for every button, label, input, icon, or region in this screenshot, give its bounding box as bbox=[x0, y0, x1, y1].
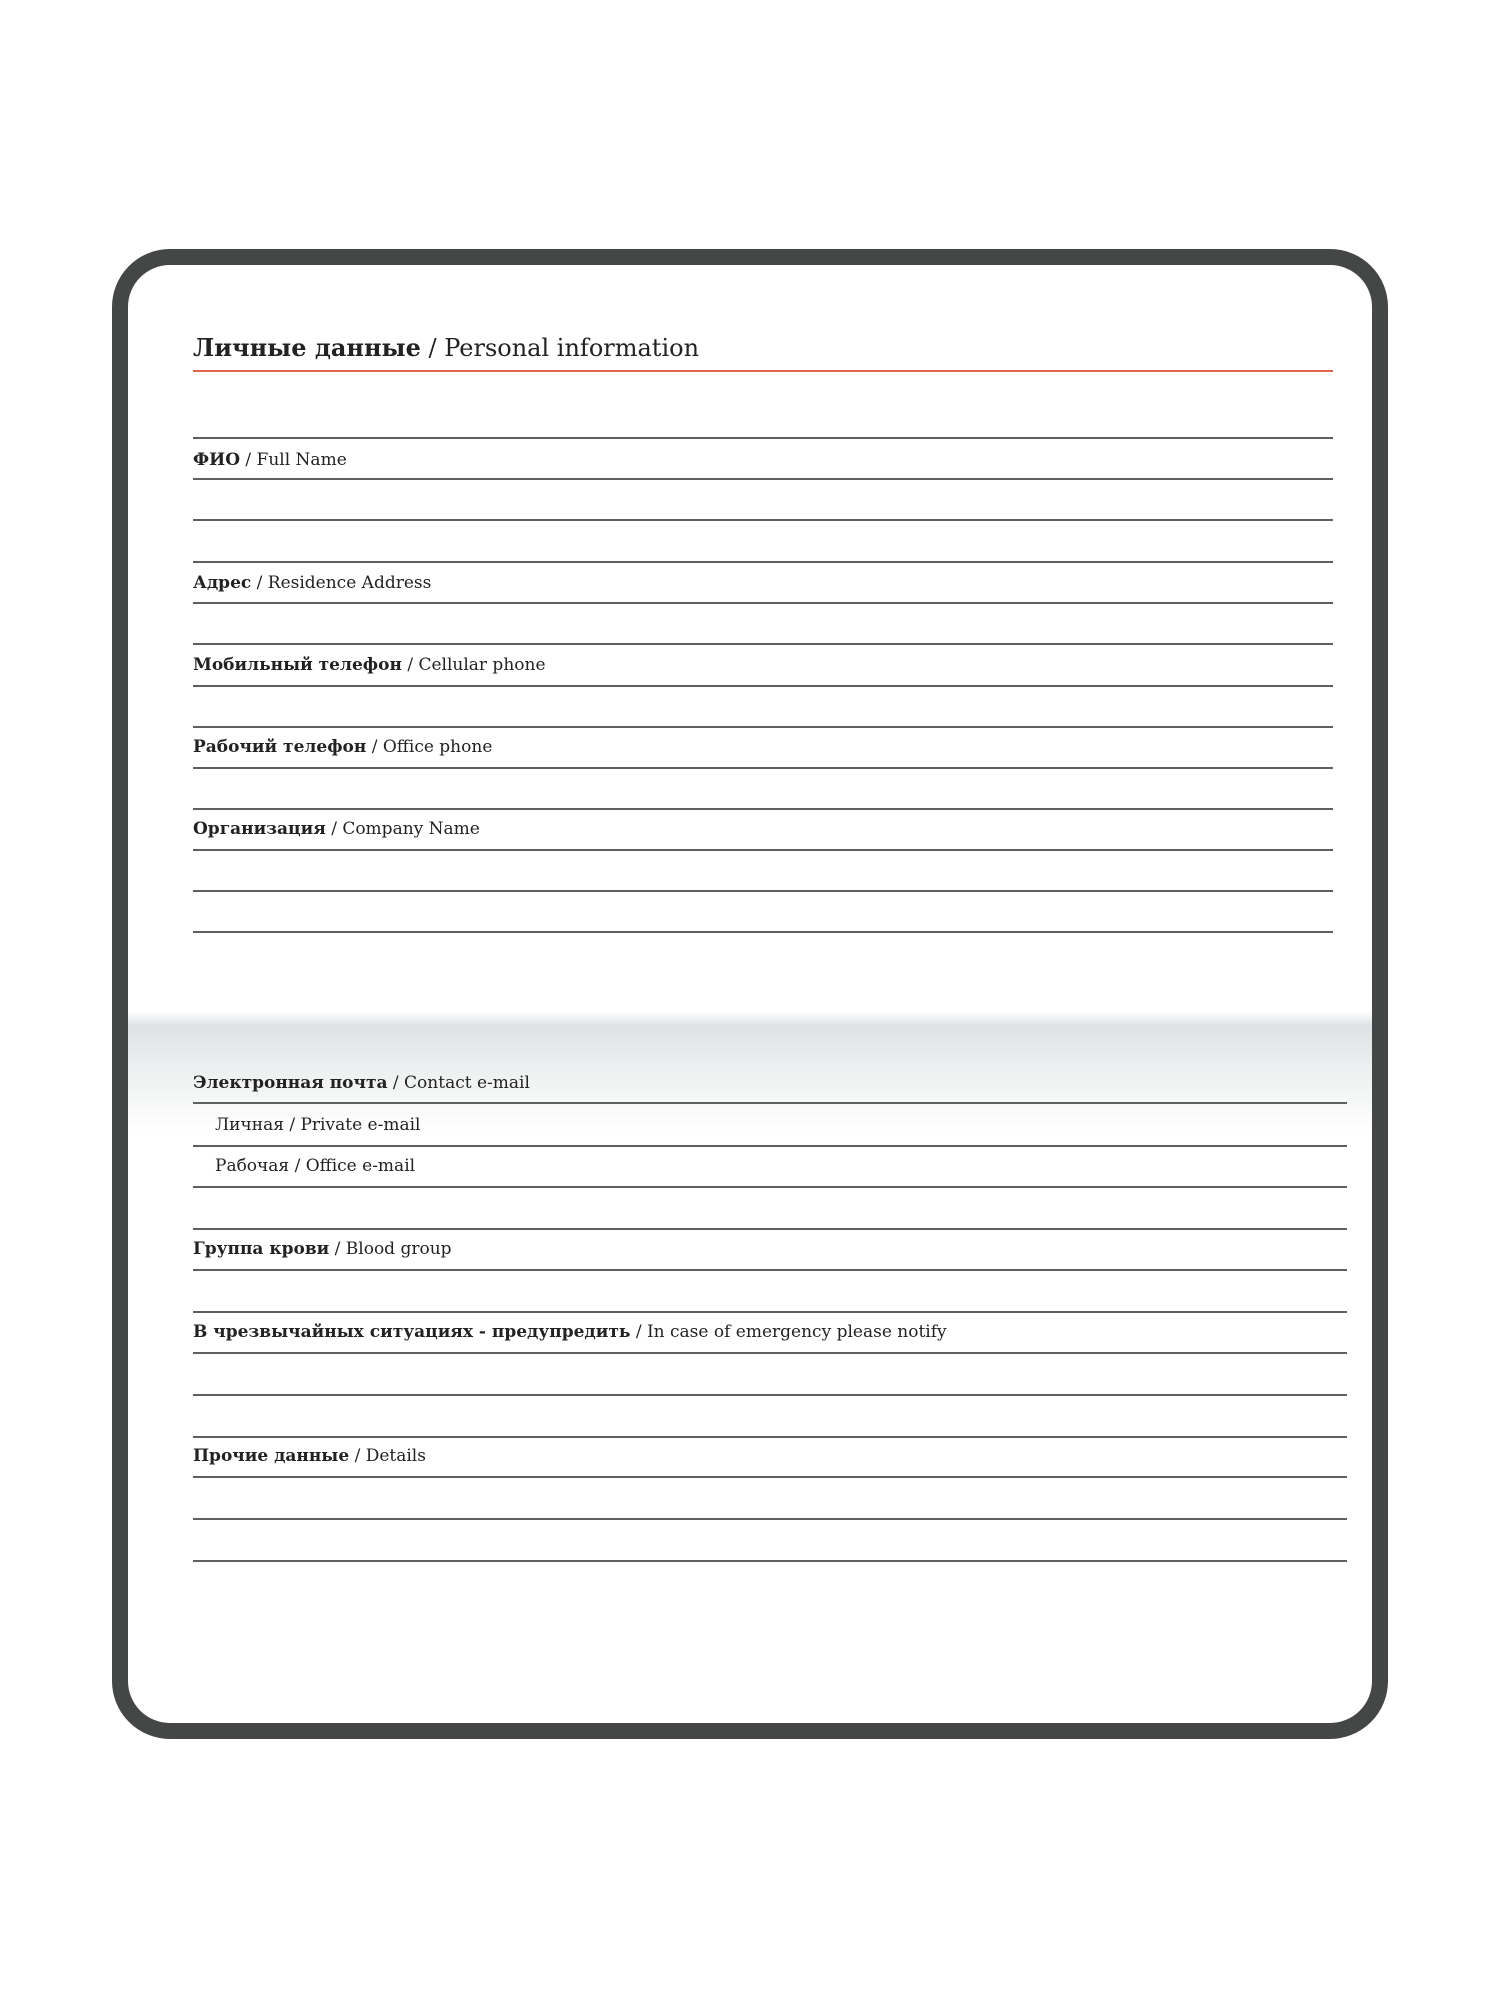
office-phone-label bbox=[193, 736, 492, 758]
company-name-label-en: / Company Name bbox=[331, 819, 480, 839]
office-email-label bbox=[215, 1155, 415, 1177]
writing-line[interactable] bbox=[193, 561, 1333, 563]
mobile-phone-line[interactable] bbox=[193, 685, 1333, 687]
writing-line[interactable] bbox=[193, 931, 1333, 933]
mobile-phone-label bbox=[193, 654, 546, 676]
writing-line[interactable] bbox=[193, 890, 1333, 892]
office-email-label-ru: Рабочая bbox=[215, 1156, 290, 1176]
private-email-line[interactable] bbox=[193, 1145, 1347, 1147]
company-name-label bbox=[193, 818, 480, 840]
full-name-label-en: / Full Name bbox=[245, 450, 347, 470]
page-content bbox=[128, 265, 1372, 1723]
contact-email-label-ru: Электронная почта bbox=[193, 1073, 388, 1093]
contact-email-label bbox=[193, 1072, 530, 1094]
title-accent-rule bbox=[193, 370, 1333, 372]
blood-group-label-ru: Группа крови bbox=[193, 1239, 330, 1259]
company-name-line[interactable] bbox=[193, 849, 1333, 851]
section-title-ru: Личные данные bbox=[193, 333, 421, 362]
blood-group-label-en: / Blood group bbox=[334, 1239, 452, 1259]
emergency-contact-label-en: / In case of emergency please notify bbox=[635, 1322, 947, 1342]
office-email-label-en: / Office e-mail bbox=[294, 1156, 416, 1176]
blood-group-line[interactable] bbox=[193, 1269, 1347, 1271]
office-phone-label-en: / Office phone bbox=[371, 737, 493, 757]
details-line[interactable] bbox=[193, 1476, 1347, 1478]
emergency-contact-line[interactable] bbox=[193, 1352, 1347, 1354]
writing-line[interactable] bbox=[193, 726, 1333, 728]
writing-line[interactable] bbox=[193, 1228, 1347, 1230]
section-title bbox=[193, 333, 699, 363]
section-title-en: / Personal information bbox=[428, 334, 700, 362]
contact-email-label-en: / Contact e-mail bbox=[392, 1073, 530, 1093]
details-label-en: / Details bbox=[354, 1446, 426, 1466]
full-name-label bbox=[193, 449, 347, 471]
writing-line[interactable] bbox=[193, 1436, 1347, 1438]
address-label-ru: Адрес bbox=[193, 573, 252, 593]
blood-group-label bbox=[193, 1238, 452, 1260]
writing-line[interactable] bbox=[193, 437, 1333, 439]
writing-line[interactable] bbox=[193, 1560, 1347, 1562]
address-line[interactable] bbox=[193, 602, 1333, 604]
private-email-label-ru: Личная bbox=[215, 1115, 284, 1135]
emergency-contact-label bbox=[193, 1321, 947, 1343]
writing-line[interactable] bbox=[193, 643, 1333, 645]
private-email-label-en: / Private e-mail bbox=[289, 1115, 421, 1135]
full-name-line[interactable] bbox=[193, 478, 1333, 480]
personal-information-page bbox=[112, 249, 1388, 1739]
writing-line[interactable] bbox=[193, 1394, 1347, 1396]
address-label-en: / Residence Address bbox=[256, 573, 432, 593]
writing-line[interactable] bbox=[193, 1518, 1347, 1520]
mobile-phone-label-en: / Cellular phone bbox=[407, 655, 546, 675]
mobile-phone-label-ru: Мобильный телефон bbox=[193, 655, 402, 675]
full-name-label-ru: ФИО bbox=[193, 450, 240, 470]
writing-line[interactable] bbox=[193, 1311, 1347, 1313]
address-label bbox=[193, 572, 431, 594]
writing-line[interactable] bbox=[193, 808, 1333, 810]
office-email-line[interactable] bbox=[193, 1186, 1347, 1188]
company-name-label-ru: Организация bbox=[193, 819, 326, 839]
office-phone-label-ru: Рабочий телефон bbox=[193, 737, 367, 757]
contact-email-line[interactable] bbox=[193, 1102, 1347, 1104]
private-email-label bbox=[215, 1114, 420, 1136]
office-phone-line[interactable] bbox=[193, 767, 1333, 769]
emergency-contact-label-ru: В чрезвычайных ситуациях - предупредить bbox=[193, 1322, 631, 1342]
writing-line[interactable] bbox=[193, 519, 1333, 521]
details-label-ru: Прочие данные bbox=[193, 1446, 350, 1466]
details-label bbox=[193, 1445, 426, 1467]
